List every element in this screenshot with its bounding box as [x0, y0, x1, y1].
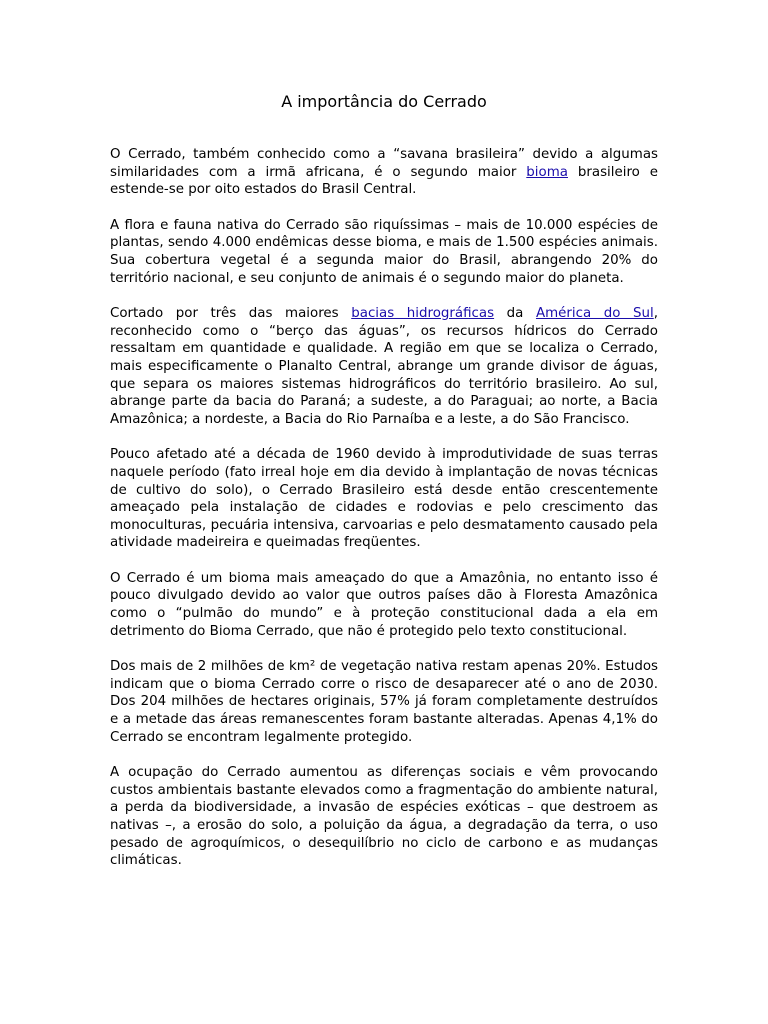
bioma-link[interactable]: bioma	[526, 164, 568, 180]
america-do-sul-link[interactable]: América do Sul	[535, 306, 654, 322]
paragraph-3	[110, 305, 658, 428]
paragraph-4: Pouco afetado até a década de 1960 devido à improdutividade de suas terras naquele período (fato irreal hoje em dia devido à implantação de novas técnicas de cultivo do solo), o Cerrado Brasileiro está desde então crescentemente ameaçado pela instalação de cidades e rodovias e pelo crescimento das monoculturas, pecuária intensiva, carvoarias e pelo desmatamento causado pela atividade madeireira e queimadas freqüentes.	[110, 447, 658, 551]
paragraph-text: , reconhecido como o “berço das águas”, os recursos hídricos do Cerrado ressaltam em quantidade e qualidade. A região em que se localiza o Cerrado, mais especificamente o Planalto Central, abrange um grande divisor de águas, que separa os maiores sistemas hidrográficos do território brasileiro. Ao sul, abrange parte da bacia do Paraná; a sudeste, a do Paraguai; ao norte, a Bacia Amazônica; a nordeste, a Bacia do Rio Parnaíba e a leste, a do São Francisco.	[110, 306, 659, 427]
bacias-hidrograficas-link[interactable]: bacias hidrográficas	[351, 306, 495, 322]
paragraph-7: A ocupação do Cerrado aumentou as diferenças sociais e vêm provocando custos ambientais bastante elevados como a fragmentação do ambiente natural, a perda da biodiversidade, a invasão de espécies exóticas – que destroem as nativas –, a erosão do solo, a poluição da água, a degradação da terra, o uso pesado de agroquímicos, o desequilíbrio no ciclo de carbono e as mudanças climáticas.	[110, 765, 658, 869]
paragraph-text: Cortado por três das maiores	[110, 306, 352, 322]
paragraph-text: O Cerrado, também conhecido como a “savana brasileira” devido a algumas similaridades com a irmã africana, é o segundo maior	[110, 147, 658, 180]
paragraph-text: da	[494, 306, 536, 322]
paragraph-1	[110, 146, 658, 199]
paragraph-6: Dos mais de 2 milhões de km² de vegetação nativa restam apenas 20%. Estudos indicam que o bioma Cerrado corre o risco de desaparecer até o ano de 2030. Dos 204 milhões de hectares originais, 57% já foram completamente destruídos e a metade das áreas remanescentes foram bastante alteradas. Apenas 4,1% do Cerrado se encontram legalmente protegido.	[110, 659, 658, 745]
paragraph-2: A flora e fauna nativa do Cerrado são riquíssimas – mais de 10.000 espécies de plantas, sendo 4.000 endêmicas desse bioma, e mais de 1.500 espécies animais. Sua cobertura vegetal é a segunda maior do Brasil, abrangendo 20% do território nacional, e seu conjunto de animais é o segundo maior do planeta.	[110, 217, 658, 286]
paragraph-text: brasileiro e estende-se por oito estados do Brasil Central.	[110, 164, 658, 198]
page-title: A importância do Cerrado	[281, 92, 487, 111]
paragraph-5: O Cerrado é um bioma mais ameaçado do que a Amazônia, no entanto isso é pouco divulgado devido ao valor que outros países dão à Floresta Amazônica como o “pulmão do mundo” e à proteção constitucional dada a ela em detrimento do Bioma Cerrado, que não é protegido pelo texto constitucional.	[110, 570, 658, 639]
